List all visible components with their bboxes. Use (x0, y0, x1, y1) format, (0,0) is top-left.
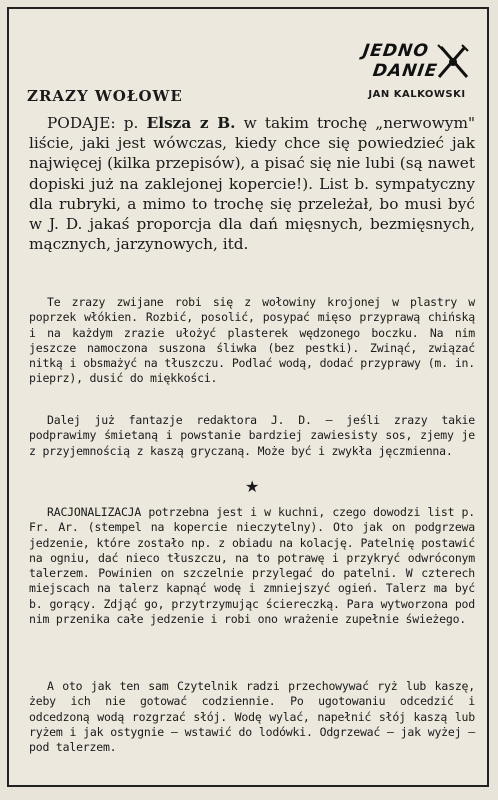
paragraph-text: A oto jak ten sam Czytelnik radzi przechowywać ryż lub kaszę, żeby ich nie gotować codziennie. Po ugotowaniu odcedzić i odcedzoną wodą rozgrzać słój. Wodę wylać, napełnić słój kaszą lub ryżem i jak ostygnie — wstawić do lodówki. Odgrzewać — jak wyżej — pod talerzem. (29, 679, 475, 755)
star-separator: ★ (245, 477, 260, 496)
rationalization-paragraph (29, 505, 475, 627)
column-masthead (359, 39, 475, 105)
newspaper-clipping (7, 7, 489, 787)
logo-word-top: JEDNO (361, 41, 431, 61)
paragraph-text: Dalej już fantazje redaktora J. D. — jeśli zrazy takie podprawimy śmietaną i powstanie bardziej zawiesisty sos, zjemy je z przyjemnością z kaszą gryczaną. Może być i zwykła jęczmienna. (29, 413, 475, 458)
recipe-paragraph (29, 295, 475, 387)
lead-intro: PODAJE: p. (47, 114, 139, 132)
lead-paragraph (29, 113, 475, 254)
fork-knife-icon (435, 43, 471, 81)
lead-text: w takim trochę „nerwowym" liście, jaki jest wówczas, kiedy chce się powiedzieć jak najwięcej (kilka przepisów), a pisać się nie lubi (są nawet dopiski już na zaklejonej kopercie!). List b. sympatyczny dla rubryki, a mimo to trochę się przeleżał, bo musi być w J. D. jakaś proporcja dla dań mięsnych, bezmięsnych, mącznych, jarzynowych, itd. (29, 114, 476, 254)
column-logo (359, 39, 475, 85)
article-headline: ZRAZY WOŁOWE (27, 87, 183, 105)
storage-tip-paragraph (29, 679, 475, 755)
editor-note-paragraph (29, 413, 475, 459)
logo-word-bottom: DANIE (371, 61, 439, 81)
paragraph-text: RACJONALIZACJA potrzebna jest i w kuchni, czego dowodzi list p. Fr. Ar. (stempel na kopercie nieczytelny). Oto jak on podgrzewa jedzenie, które zostało np. z obiadu na kolację. Patelnię postawić na ogniu, dać nieco tłuszczu, na to potrawę i przykryć odwróconym talerzem. Powinien on szczelnie przylegać do patelni. W czterech miejscach na talerz kapnąć wodę i zmniejszyć ogień. Talerz ma być b. gorący. Zdjąć go, przytrzymując ściereczką. Para wytworzona pod nim przenika całe jedzenie i robi ono wrażenie zupełnie świeżego. (29, 505, 475, 627)
author-name: JAN KALKOWSKI (368, 89, 466, 100)
paragraph-text: Te zrazy zwijane robi się z wołowiny krojonej w plastry w poprzek włókien. Rozbić, posolić, posypać mięso przyprawą chińską i na każdym zrazie ułożyć plasterek wędzonego boczku. Na nim jeszcze namoczona suszona śliwka (bez pestki). Zwinąć, związać nitką i obsmażyć na tłuszczu. Podlać wodą, dodać przyprawy (m. in. pieprz), dusić do miękkości. (29, 295, 475, 386)
lead-sender-name: Elsza z B. (146, 114, 236, 132)
